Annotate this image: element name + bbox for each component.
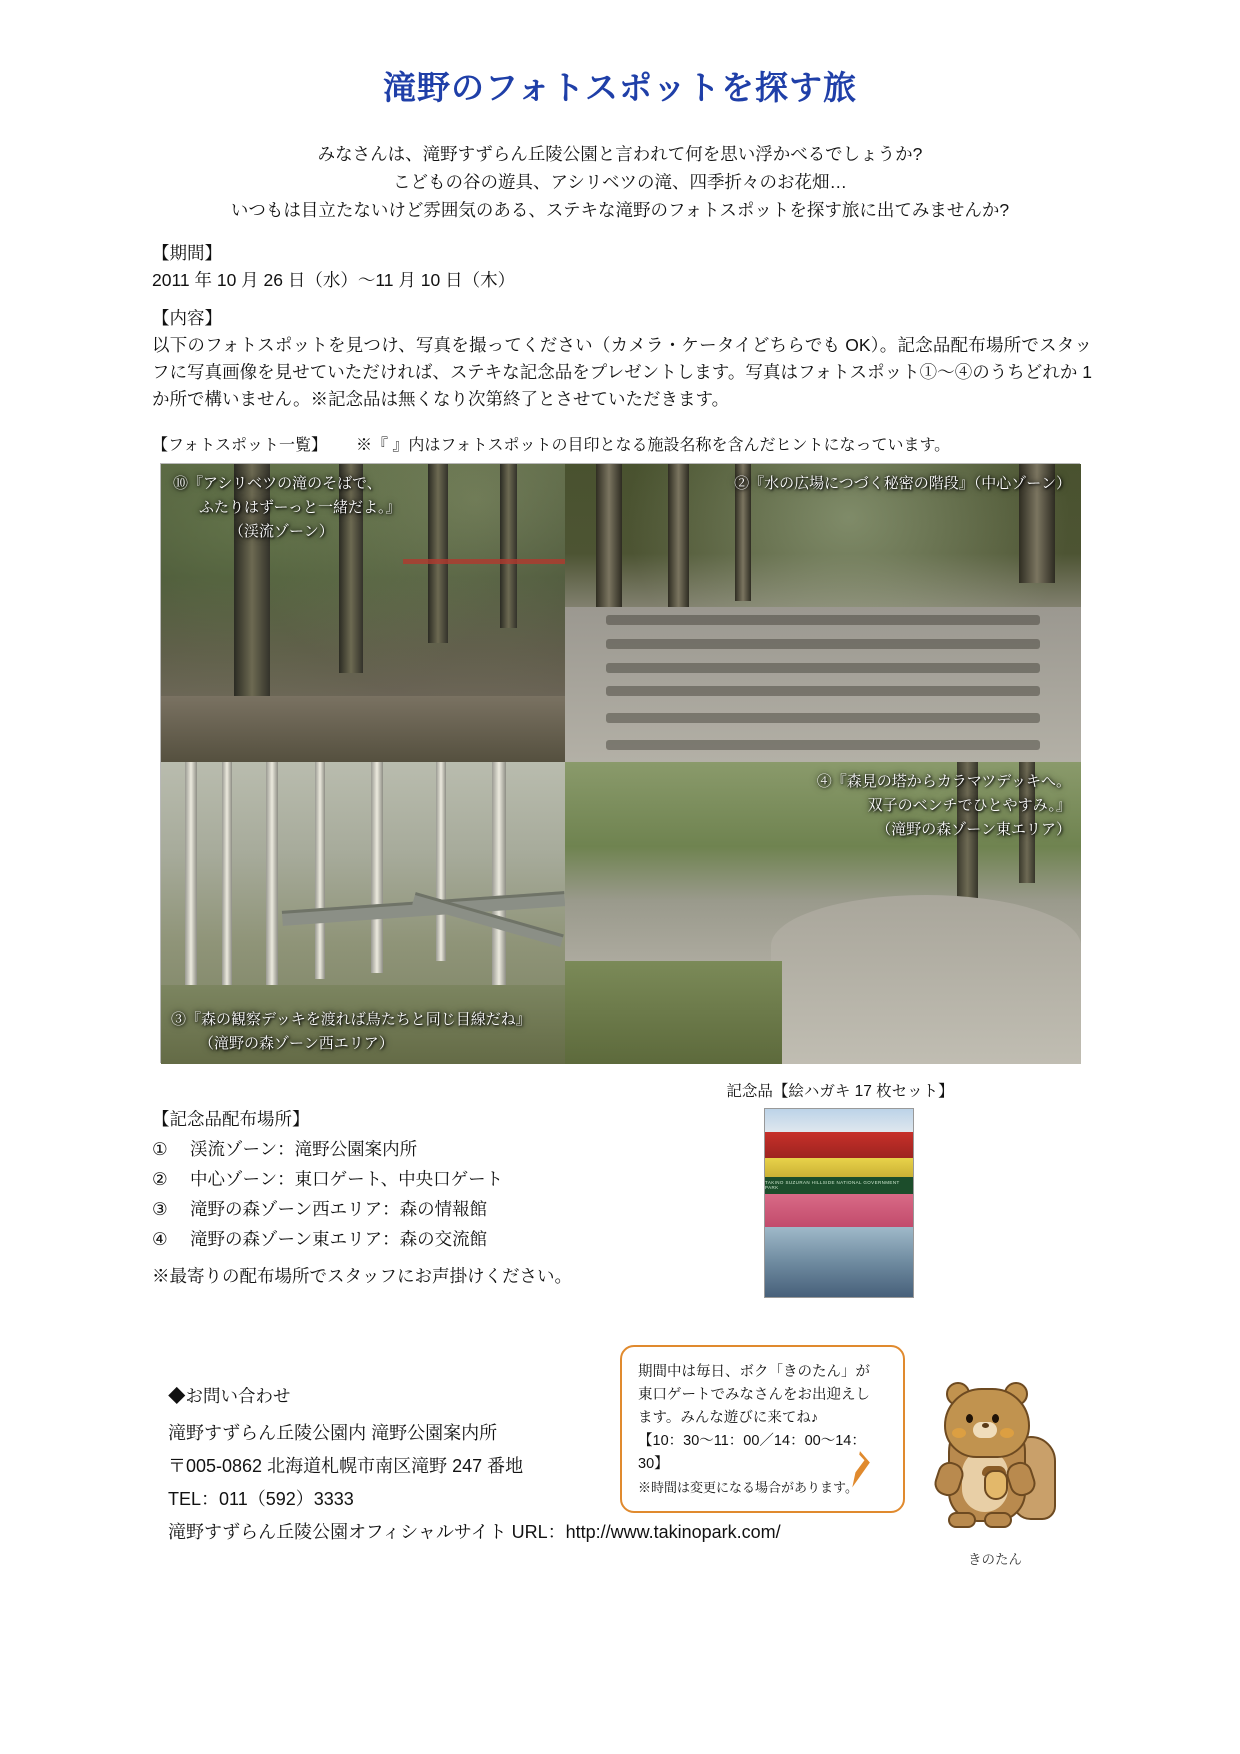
photo-spot-3-caption (171, 1008, 531, 1056)
contact-line-1: 滝野すずらん丘陵公園内 滝野公園案内所 (168, 1423, 498, 1443)
gift-label: 記念品【絵ハガキ 17 枚セット】 (726, 1083, 954, 1100)
list-item-number: ② (152, 1169, 168, 1189)
list-item (152, 1164, 752, 1194)
mascot-illustration (930, 1378, 1060, 1548)
photo-spot-3 (161, 762, 565, 1064)
mascot-cheek-left (952, 1428, 966, 1438)
lead-paragraph (0, 140, 1240, 224)
mascot-foot-right (984, 1512, 1012, 1528)
caption-line: 双子のベンチでひとやすみ。』 (867, 797, 1071, 814)
caption-line: （渓流ゾーン） (229, 523, 334, 540)
mascot-cheek-right (1000, 1428, 1014, 1438)
balloon-line-3: ます。みんな遊びに来てね♪ (638, 1410, 819, 1426)
balloon-line-1: 期間中は毎日、ボク「きのたん」が (638, 1364, 870, 1380)
list-item (152, 1224, 752, 1254)
distribution-note: ※最寄りの配布場所でスタッフにお声掛けください。 (152, 1266, 572, 1286)
lead-line-1: みなさんは、滝野すずらん丘陵公園と言われて何を思い浮かべるでしょうか? (317, 144, 923, 164)
lead-line-2: こどもの谷の遊具、アシリベツの滝、四季折々のお花畑… (393, 172, 847, 192)
list-item-number: ③ (152, 1199, 168, 1219)
photo-spot-1-caption (173, 472, 400, 544)
photo-spot-1 (161, 464, 565, 762)
caption-line: （滝野の森ゾーン西エリア） (199, 1035, 394, 1052)
mascot-name-label: きのたん (968, 1552, 1022, 1567)
acorn-icon (984, 1470, 1008, 1500)
mascot-nose (982, 1423, 989, 1428)
list-item-label: 中心ゾーン：東口ゲート、中央口ゲート (190, 1169, 504, 1189)
mascot-eye-left (966, 1414, 973, 1423)
period-section (152, 240, 852, 294)
caption-line: ふたりはずーっと一緒だよ。』 (199, 499, 401, 516)
list-item-number: ① (152, 1139, 168, 1159)
caption-line: ④『森見の塔からカラマツデッキへ。 (816, 773, 1071, 790)
contact-line-4: 滝野すずらん丘陵公園オフィシャルサイト URL：http://www.takinopark.com/ (168, 1522, 781, 1542)
caption-line: ②『水の広場につづく秘密の階段』（中心ゾーン） (734, 475, 1071, 492)
contact-line-2: 〒005-0862 北海道札幌市南区滝野 247 番地 (168, 1456, 524, 1476)
contact-line-3: TEL：011（592）3333 (168, 1489, 354, 1509)
mascot-eye-right (992, 1414, 999, 1423)
balloon-line-4: 【10：30〜11：00／14：00〜14：30】 (638, 1433, 866, 1472)
lead-line-3: いつもは目立たないけど雰囲気のある、ステキな滝野のフォトスポットを探す旅に出てみませんか? (230, 200, 1010, 220)
caption-line: （滝野の森ゾーン東エリア） (876, 821, 1071, 838)
photo-grid (160, 463, 1080, 1063)
content-section (152, 305, 1092, 413)
caption-line: ⑩『アシリベツの滝のそばで、 (173, 475, 382, 492)
list-item-label: 滝野の森ゾーン東エリア：森の交流館 (190, 1229, 488, 1249)
photo-spot-4 (565, 762, 1081, 1064)
list-item-number: ④ (152, 1229, 168, 1249)
period-heading: 【期間】 (152, 243, 222, 263)
spotlist-heading: 【フォトスポット一覧】 (152, 437, 328, 454)
mascot-foot-left (948, 1512, 976, 1528)
distribution-heading: 【記念品配布場所】 (152, 1109, 310, 1129)
list-item-label: 滝野の森ゾーン西エリア：森の情報館 (190, 1199, 488, 1219)
balloon-line-5: ※時間は変更になる場合があります。 (638, 1480, 858, 1495)
distribution-section (152, 1104, 752, 1254)
spotlist-heading-row (152, 432, 1112, 459)
postcard-caption: TAKINO SUZURAN HILLSIDE NATIONAL GOVERNMENT PARK (765, 1177, 913, 1194)
content-heading: 【内容】 (152, 308, 222, 328)
photo-spot-2 (565, 464, 1081, 762)
list-item-label: 渓流ゾーン：滝野公園案内所 (190, 1139, 418, 1159)
spotlist-note: ※『 』内はフォトスポットの目印となる施設名称を含んだヒントになっています。 (355, 437, 951, 454)
list-item (152, 1134, 752, 1164)
list-item (152, 1194, 752, 1224)
photo-spot-4-caption (817, 770, 1071, 842)
caption-line: ③『森の観察デッキを渡れば鳥たちと同じ目線だね』 (171, 1011, 531, 1028)
gift-postcard-image (764, 1108, 914, 1298)
contact-heading: ◆お問い合わせ (168, 1386, 291, 1406)
period-value: 2011 年 10 月 26 日（水）〜11 月 10 日（木） (152, 270, 516, 290)
balloon-line-2: 東口ゲートでみなさんをお出迎えし (638, 1387, 870, 1403)
page-title: 滝野のフォトスポットを探す旅 (382, 69, 858, 106)
content-body: 以下のフォトスポットを見つけ、写真を撮ってください（カメラ・ケータイどちらでも OK）。記念品配布場所でスタッフに写真画像を見せていただければ、ステキな記念品をプレゼントします。写真はフォトスポット①〜④のうちどれか 1 か所で構いません。※記念品は無くなり次第終了とさせていただきます。 (152, 335, 1092, 409)
photo-spot-2-caption (734, 472, 1071, 496)
